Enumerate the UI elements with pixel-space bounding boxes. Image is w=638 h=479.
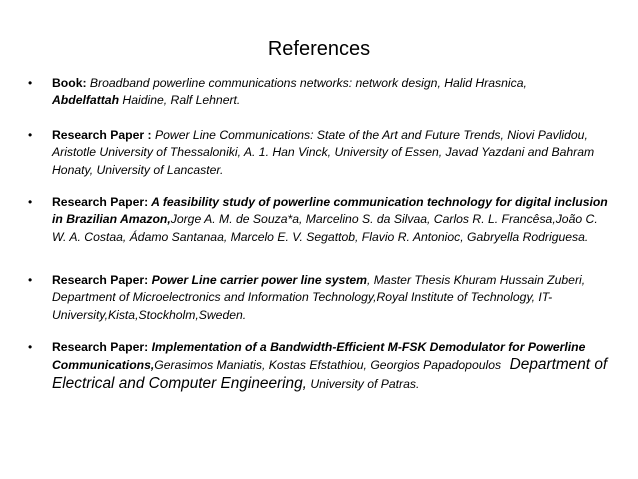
reference-type-label: Research Paper: xyxy=(52,273,149,287)
slide-title: References xyxy=(267,38,371,60)
reference-text xyxy=(52,339,614,393)
bullet-icon: • xyxy=(28,128,33,142)
reference-type-label: Research Paper: xyxy=(52,195,149,209)
bullet-icon: • xyxy=(28,76,33,90)
reference-type-label: Book: xyxy=(52,76,87,90)
reference-author-bold: Abdelfattah xyxy=(52,93,120,108)
reference-university: University of Patras. xyxy=(306,376,420,391)
reference-text xyxy=(52,194,614,246)
reference-title: Implementation of a Bandwidth-Efficient M-FSK Demodulator for Powerline Communications, xyxy=(52,340,586,373)
bullet-icon: • xyxy=(28,195,33,209)
reference-title: Power Line carrier power line system xyxy=(148,273,367,287)
reference-authors: Jorge A. M. de Souza*a, Marcelino S. da Silvaa, Carlos R. L. Francêsa,João C. W. A. Costaa, Ádamo Santanaa, Marcelo E. V. Segattob, Flavio R. Antonioc, Gabryella Rodriguesa. xyxy=(52,212,598,244)
reference-text xyxy=(52,75,614,110)
reference-department: Department of Electrical and Computer Engineering, xyxy=(52,356,612,392)
reference-type-label: Research Paper : xyxy=(52,128,152,142)
reference-authors: Gerasimos Maniatis, Kostas Efstathiou, Georgios Papadopoulos xyxy=(154,358,502,373)
reference-authors: Haidine, Ralf Lehnert. xyxy=(119,93,241,108)
reference-type-label: Research Paper: xyxy=(52,340,149,354)
reference-title: A feasibility study of powerline communication technology for digital inclusion in Brazilian Amazon, xyxy=(52,195,608,227)
bullet-icon: • xyxy=(28,340,33,354)
reference-text xyxy=(52,272,614,324)
reference-authors: , Master Thesis Khuram Hussain Zuberi, Department of Microelectronics and Information Technology,Royal Institute of Technology, IT-University,Kista,Stockholm,Sweden. xyxy=(52,273,586,322)
reference-title: Broadband powerline communications networks: network design, Halid Hrasnica, xyxy=(89,76,527,90)
reference-title: Power Line Communications: State of the Art and Future Trends, Niovi Pavlidou, Aristotle University of Thessaloniki, A. 1. Han Vinck, University of Essen, Javad Yazdani and Bahram Honaty, University of Lancaster. xyxy=(52,128,595,177)
reference-text xyxy=(52,127,614,179)
bullet-icon: • xyxy=(28,273,33,287)
